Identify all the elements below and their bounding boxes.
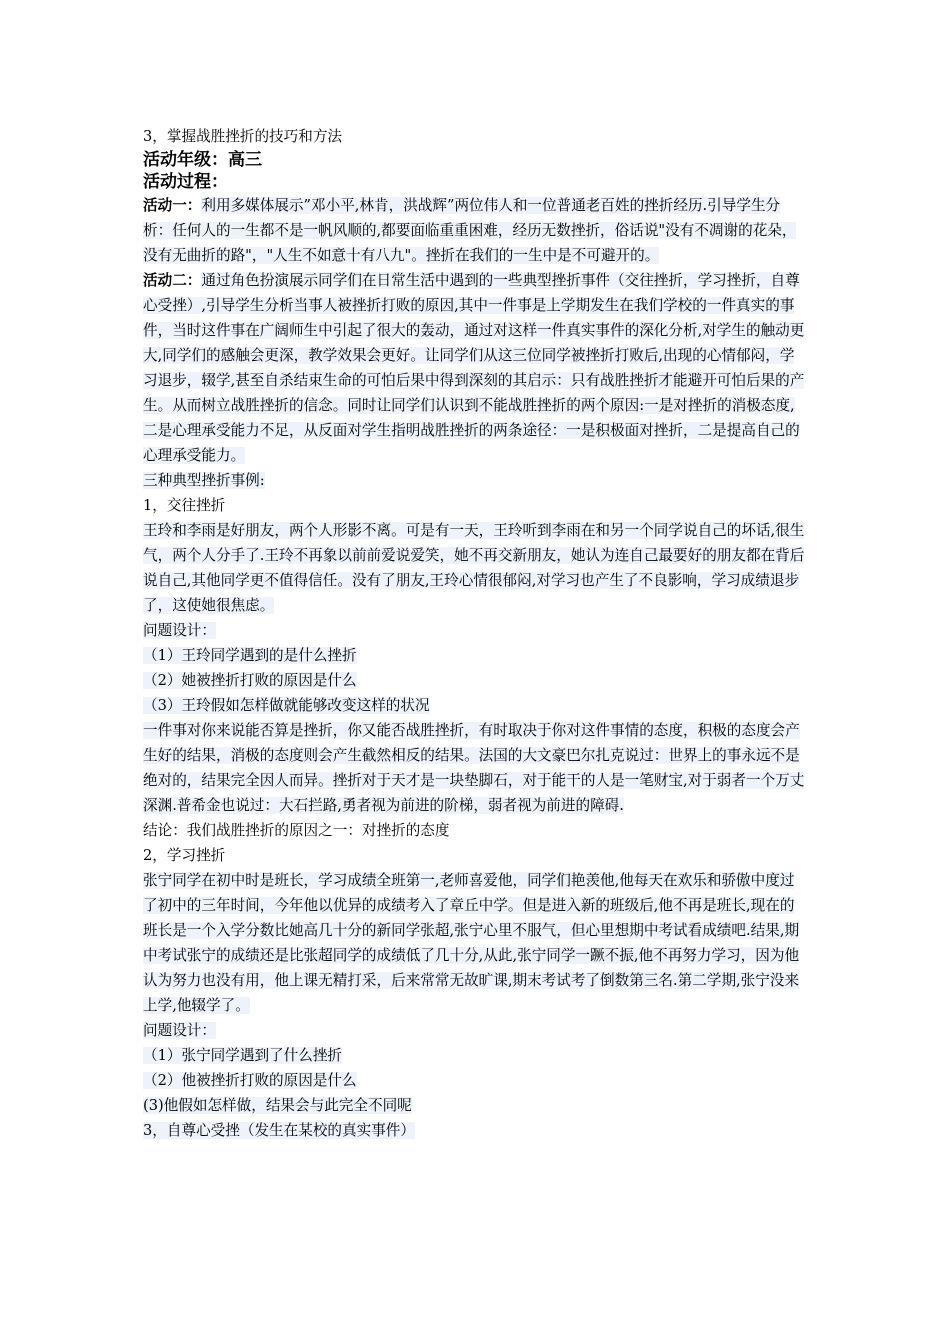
case-1-story: 王玲和李雨是好朋友，两个人形影不离。可是有一天，王玲听到李雨在和另一个同学说自己的坏话,很生气，两个人分手了.王玲不再象以前前爱说爱笑，她不再交新朋友，她认为连自己最要好的朋友都在背后说自己,其他同学更不值得信任。没有了朋友,王玲心情很郁闷,对学习也产生了不良影响，学习成绩退步了，这使她很焦虑。 bbox=[143, 522, 805, 614]
case-3-title: 3，自尊心受挫（发生在某校的真实事件） bbox=[143, 1122, 415, 1139]
case-1-conclusion: 结论：我们战胜挫折的原因之一：对挫折的态度 bbox=[143, 822, 450, 839]
case-1-title: 1，交往挫折 bbox=[143, 497, 226, 514]
activity-2-label: 活动二： bbox=[143, 272, 202, 289]
case-1-question-1: （1）王玲同学遇到的是什么挫折 bbox=[143, 647, 357, 664]
activity-2-text: 通过角色扮演展示同学们在日常生活中遇到的一些典型挫折事件（交往挫折，学习挫折，自尊心受挫）,引导学生分析当事人被挫折打败的原因,其中一件事是上学期发生在我们学校的一件真实的事件，当时这件事在广阔师生中引起了很大的轰动，通过对这样一件真实事件的深化分析,对学生的触动更大,同学们的感触会更深，教学效果会更好。让同学们从这三位同学被挫折打败后,出现的心情郁闷，学习退步，辍学,甚至自杀结束生命的可怕后果中得到深刻的其启示：只有战胜挫折才能避开可怕后果的产生。从而树立战胜挫折的信念。同时让同学们认识到不能战胜挫折的两个原因:一是对挫折的消极态度,二是心理承受能力不足，从反面对学生指明战胜挫折的两条途径：一是积极面对挫折，二是提高自己的心理承受能力。 bbox=[143, 272, 805, 464]
grade-heading: 活动年级：高三 bbox=[143, 150, 262, 170]
document-page bbox=[143, 124, 808, 1143]
three-cases-heading: 三种典型挫折事例: bbox=[143, 472, 265, 489]
case-2-title: 2，学习挫折 bbox=[143, 847, 226, 864]
case-1-analysis: 一件事对你来说能否算是挫折，你又能否战胜挫折，有时取决于你对这件事情的态度，积极的态度会产生好的结果，消极的态度则会产生截然相反的结果。法国的大文豪巴尔扎克说过：世界上的事永远不是绝对的，结果完全因人而异。挫折对于天才是一块垫脚石，对于能干的人是一笔财宝,对于弱者一个万丈深渊.普希金也说过：大石拦路,勇者视为前进的阶梯，弱者视为前进的障碍. bbox=[143, 722, 805, 814]
case-2-question-2: （2）他被挫折打败的原因是什么 bbox=[143, 1072, 357, 1089]
case-2-question-1: （1）张宁同学遇到了什么挫折 bbox=[143, 1047, 343, 1064]
activity-1-paragraph bbox=[143, 193, 808, 268]
case-1-question-3: （3）王玲假如怎样做就能够改变这样的状况 bbox=[143, 697, 430, 714]
case-1-question-label: 问题设计： bbox=[143, 622, 216, 639]
activity-2-paragraph bbox=[143, 268, 808, 468]
goal-item-3: 3，掌握战胜挫折的技巧和方法 bbox=[143, 128, 343, 145]
case-2-question-label: 问题设计： bbox=[143, 1022, 216, 1039]
case-2-story: 张宁同学在初中时是班长，学习成绩全班第一,老师喜爱他，同学们艳羡他,他每天在欢乐和骄傲中度过了初中的三年时间，今年他以优异的成绩考入了章丘中学。但是进入新的班级后,他不再是班长,现在的班长是一个入学分数比她高几十分的新同学张超,张宁心里不服气，但心里想期中考试看成绩吧.结果,期中考试张宁的成绩还是比张超同学的成绩低了几十分,从此,张宁同学一蹶不振,他不再努力学习，因为他认为努力也没有用，他上课无精打采，后来常常无故旷课,期末考试考了倒数第三名.第二学期,张宁没来上学,他辍学了。 bbox=[143, 872, 800, 1014]
case-2-question-3: (3)他假如怎样做，结果会与此完全不同呢 bbox=[143, 1097, 412, 1114]
activity-1-label: 活动一： bbox=[143, 197, 202, 214]
activity-1-text: 利用多媒体展示”邓小平,林肯，洪战辉”两位伟人和一位普通老百姓的挫折经历.引导学生分析：任何人的一生都不是一帆风顺的,都要面临重重困难，经历无数挫折，俗话说"没有不凋谢的花朵，没有无曲折的路"，"人生不如意十有八九"。挫折在我们的一生中是不可避开的。 bbox=[143, 197, 797, 264]
case-1-question-2: （2）她被挫折打败的原因是什么 bbox=[143, 672, 357, 689]
process-heading: 活动过程： bbox=[143, 172, 228, 192]
